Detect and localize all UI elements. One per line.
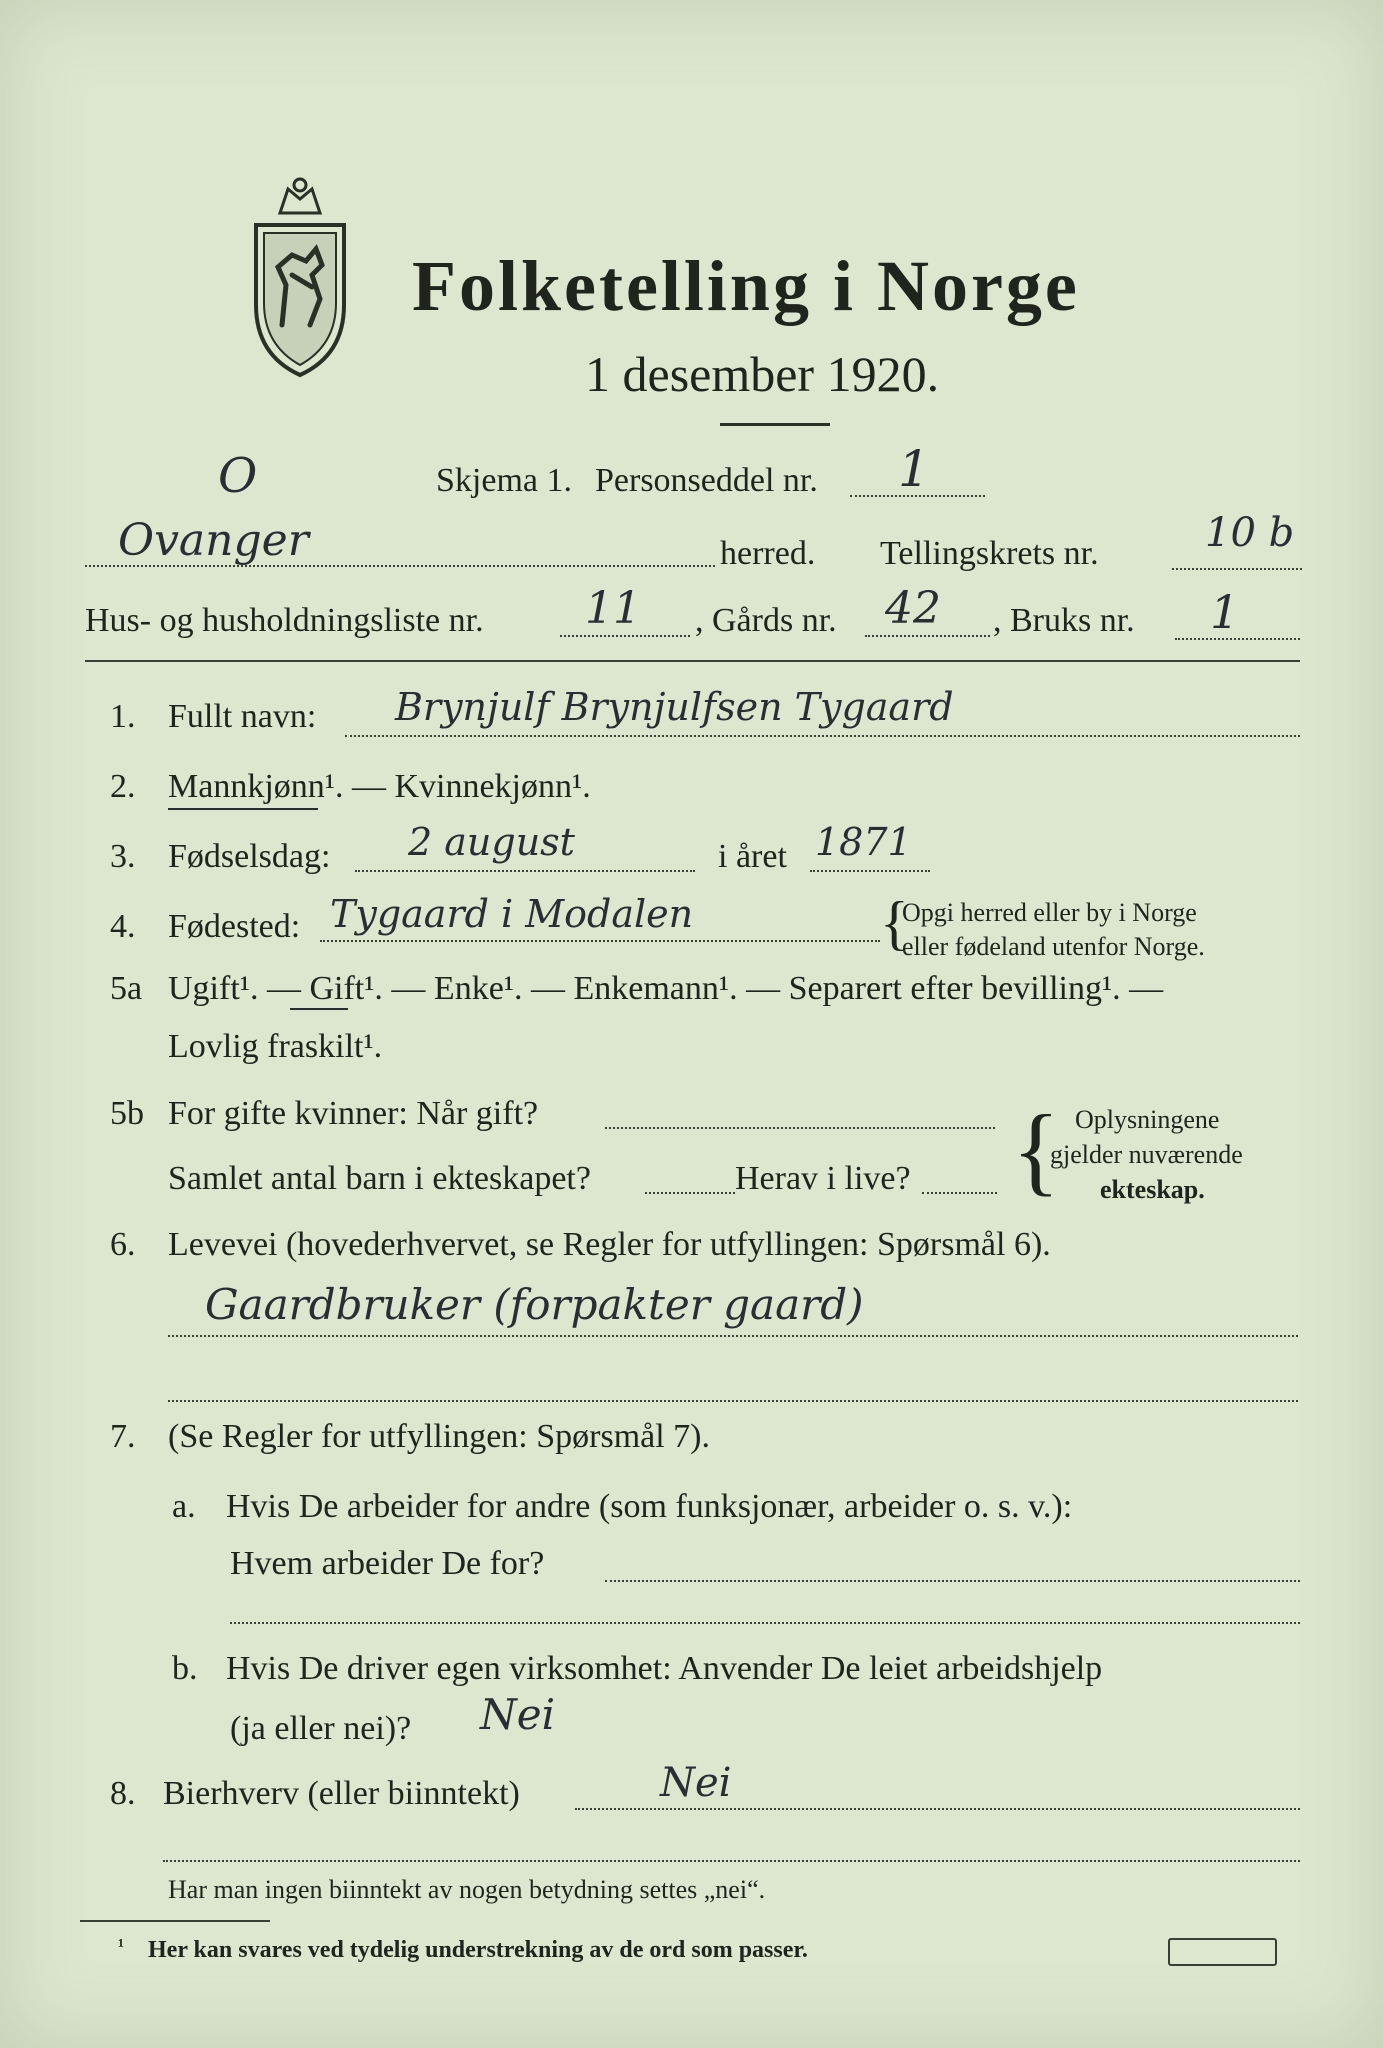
- marriage-note-3: ekteskap.: [1100, 1175, 1205, 1204]
- birthdate-label: Fødselsdag:: [168, 838, 331, 875]
- hus-label: Hus- og husholdningsliste nr.: [85, 602, 484, 639]
- occupation-value: Gaardbruker (forpakter gaard): [205, 1280, 864, 1329]
- census-date: 1 desember 1920.: [585, 346, 940, 402]
- marriage-note-brace: {: [1012, 1094, 1060, 1205]
- birth-year-value: 1871: [815, 820, 912, 864]
- male-underline-mark: [168, 808, 318, 810]
- q2-number: 2.: [110, 768, 136, 805]
- q5a-number: 5a: [110, 970, 143, 1007]
- marriage-note-2: gjelder nuværende: [1050, 1140, 1243, 1169]
- hus-value: 11: [585, 583, 641, 634]
- birthplace-value: Tygaard i Modalen: [330, 892, 694, 936]
- hired-help-label: (ja eller nei)?: [230, 1710, 412, 1747]
- skjema-label: Skjema 1.: [436, 462, 572, 499]
- gards-label: , Gårds nr.: [695, 602, 837, 639]
- norway-coat-of-arms-icon: [240, 175, 360, 380]
- herred-label: herred.: [720, 535, 816, 572]
- married-when-label: For gifte kvinner: Når gift?: [168, 1095, 539, 1132]
- tellingskrets-label: Tellingskrets nr.: [880, 535, 1099, 572]
- q7-label: (Se Regler for utfyllingen: Spørsmål 7).: [168, 1418, 711, 1455]
- q3-number: 3.: [110, 838, 136, 875]
- herred-value: Ovanger: [118, 515, 309, 566]
- birthplace-label: Fødested:: [168, 908, 301, 945]
- q7b-number: b.: [172, 1650, 198, 1687]
- marriage-note-1: Oplysningene: [1075, 1105, 1220, 1134]
- full-name-value: Brynjulf Brynjulfsen Tygaard: [395, 685, 954, 729]
- bruks-value: 1: [1210, 585, 1240, 639]
- gender-label: Mannkjønn¹. — Kvinnekjønn¹.: [168, 768, 591, 805]
- married-underline-mark: [290, 1008, 348, 1010]
- children-count-label: Samlet antal barn i ekteskapet?: [168, 1160, 591, 1197]
- personseddel-value: 1: [898, 440, 930, 498]
- occupation-label: Levevei (hovederhvervet, se Regler for utfyllingen: Spørsmål 6).: [168, 1226, 1051, 1263]
- full-name-label: Fullt navn:: [168, 698, 317, 735]
- footnote-text: Her kan svares ved tydelig understrekning av de ord som passer.: [148, 1937, 808, 1963]
- birthplace-note-brace: {: [880, 890, 909, 956]
- employer-label: Hvem arbeider De for?: [230, 1545, 545, 1582]
- q7a-question: Hvis De arbeider for andre (som funksjonær, arbeider o. s. v.):: [226, 1488, 1073, 1525]
- gards-value: 42: [885, 583, 941, 634]
- tellingskrets-value: 10 b: [1205, 510, 1295, 556]
- personseddel-label: Personseddel nr.: [595, 462, 818, 499]
- q4-number: 4.: [110, 908, 136, 945]
- side-income-instruction: Har man ingen biinntekt av nogen betydning settes „nei“.: [168, 1875, 766, 1904]
- birthplace-note-2: eller fødeland utenfor Norge.: [902, 932, 1205, 961]
- birthplace-note-1: Opgi herred eller by i Norge: [902, 898, 1197, 927]
- q1-number: 1.: [110, 698, 136, 735]
- children-alive-label: Herav i live?: [735, 1160, 911, 1197]
- bruks-label: , Bruks nr.: [993, 602, 1135, 639]
- herred-handwritten-initial: O: [218, 448, 258, 504]
- footnote-rule: [80, 1920, 270, 1922]
- side-income-label: Bierhverv (eller biinntekt): [163, 1775, 520, 1812]
- header-rule: [85, 660, 1300, 662]
- title-divider: [720, 423, 830, 426]
- q5b-number: 5b: [110, 1095, 144, 1132]
- hired-help-value: Nei: [480, 1690, 556, 1739]
- q6-number: 6.: [110, 1226, 136, 1263]
- marital-status-divorced: Lovlig fraskilt¹.: [168, 1028, 383, 1065]
- footnote-mark: ¹: [118, 1935, 124, 1957]
- marital-status-options: Ugift¹. — Gift¹. — Enke¹. — Enkemann¹. — Separert efter bevilling¹. —: [168, 970, 1164, 1007]
- q7b-question: Hvis De driver egen virksomhet: Anvender De leiet arbeidshjelp: [226, 1650, 1103, 1687]
- birth-year-label: i året: [718, 838, 787, 875]
- q8-number: 8.: [110, 1775, 136, 1812]
- printer-stamp: [1168, 1938, 1277, 1966]
- q7-number: 7.: [110, 1418, 136, 1455]
- side-income-value: Nei: [660, 1760, 732, 1806]
- birthdate-value: 2 august: [408, 820, 575, 864]
- q7a-number: a.: [172, 1488, 196, 1525]
- form-title: Folketelling i Norge: [412, 246, 1080, 326]
